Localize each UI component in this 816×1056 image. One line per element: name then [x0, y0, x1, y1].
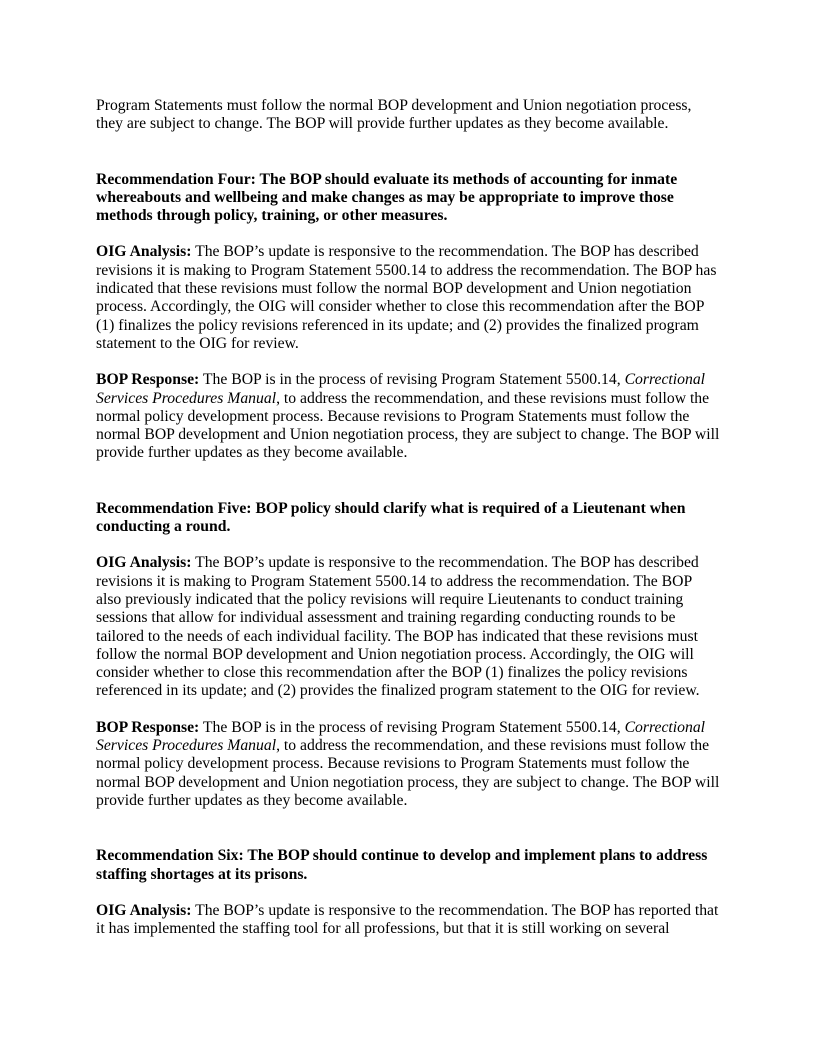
bop-response-paragraph-five	[96, 719, 720, 810]
recommendation-six-heading	[96, 847, 720, 884]
recommendation-five-text: Recommendation Five: BOP policy should clarify what is required of a Lieutenant when conducting a round.	[96, 499, 686, 536]
recommendation-four-text: Recommendation Four: The BOP should evaluate its methods of accounting for inmate whereabouts and wellbeing and make changes as may be appropriate to improve those methods through policy, training, or other measures.	[96, 170, 678, 225]
oig-analysis-label: OIG Analysis:	[96, 901, 192, 919]
oig-analysis-text: The BOP’s update is responsive to the recommendation. The BOP has reported that it has implemented the staffing tool for all professions, but that it is still working on several	[96, 901, 719, 938]
oig-analysis-label: OIG Analysis:	[96, 243, 192, 261]
intro-paragraph-text: Program Statements must follow the normal BOP development and Union negotiation process, they are subject to change. The BOP will provide further updates as they become available.	[96, 97, 692, 133]
oig-analysis-label: OIG Analysis:	[96, 554, 192, 572]
recommendation-six-text: Recommendation Six: The BOP should continue to develop and implement plans to address staffing shortages at its prisons.	[96, 847, 708, 883]
bop-response-paragraph-four	[96, 371, 720, 462]
manual-title-italic: Correctional Services Procedures Manual	[96, 371, 706, 407]
intro-paragraph	[96, 97, 720, 134]
recommendation-four-heading	[96, 171, 720, 226]
oig-analysis-text: The BOP’s update is responsive to the recommendation. The BOP has described revisions it is making to Program Statement 5500.14 to address the recommendation. The BOP also previously indicated that the policy revisions will require Lieutenants to conduct training sessions that allow for individual assessment and training regarding conducting rounds to be tailored to the needs of each individual facility. The BOP has indicated that these revisions must follow the normal BOP development and Union negotiation process. Accordingly, the OIG will consider whether to close this recommendation after the BOP (1) finalizes the policy revisions referenced in its update; and (2) provides the finalized program statement to the OIG for review.	[96, 554, 700, 700]
bop-response-label: BOP Response:	[96, 371, 200, 389]
oig-analysis-text: The BOP’s update is responsive to the recommendation. The BOP has described revisions it is making to Program Statement 5500.14 to address the recommendation. The BOP has indicated that these revisions must follow the normal BOP development and Union negotiation process. Accordingly, the OIG will consider whether to close this recommendation after the BOP (1) finalizes the policy revisions referenced in its update; and (2) provides the finalized program statement to the OIG for review.	[96, 243, 717, 352]
bop-response-text-before-italic: The BOP is in the process of revising Program Statement 5500.14,	[199, 371, 625, 389]
bop-response-label: BOP Response:	[96, 718, 200, 736]
oig-analysis-paragraph-four	[96, 243, 720, 353]
recommendation-five-heading	[96, 500, 720, 537]
bop-response-text-after-italic: , to address the recommendation, and these revisions must follow the normal policy development process. Because revisions to Program Statements must follow the normal BOP development and Union negotiation process, they are subject to change. The BOP will provide further updates as they become available.	[96, 737, 720, 809]
oig-analysis-paragraph-six	[96, 902, 720, 939]
bop-response-text-after-italic: , to address the recommendation, and these revisions must follow the normal policy development process. Because revisions to Program Statements must follow the normal BOP development and Union negotiation process, they are subject to change. The BOP will provide further updates as they become available.	[96, 389, 720, 462]
bop-response-text-before-italic: The BOP is in the process of revising Program Statement 5500.14,	[199, 718, 625, 736]
oig-analysis-paragraph-five	[96, 554, 720, 700]
manual-title-italic: Correctional Services Procedures Manual	[96, 718, 706, 755]
